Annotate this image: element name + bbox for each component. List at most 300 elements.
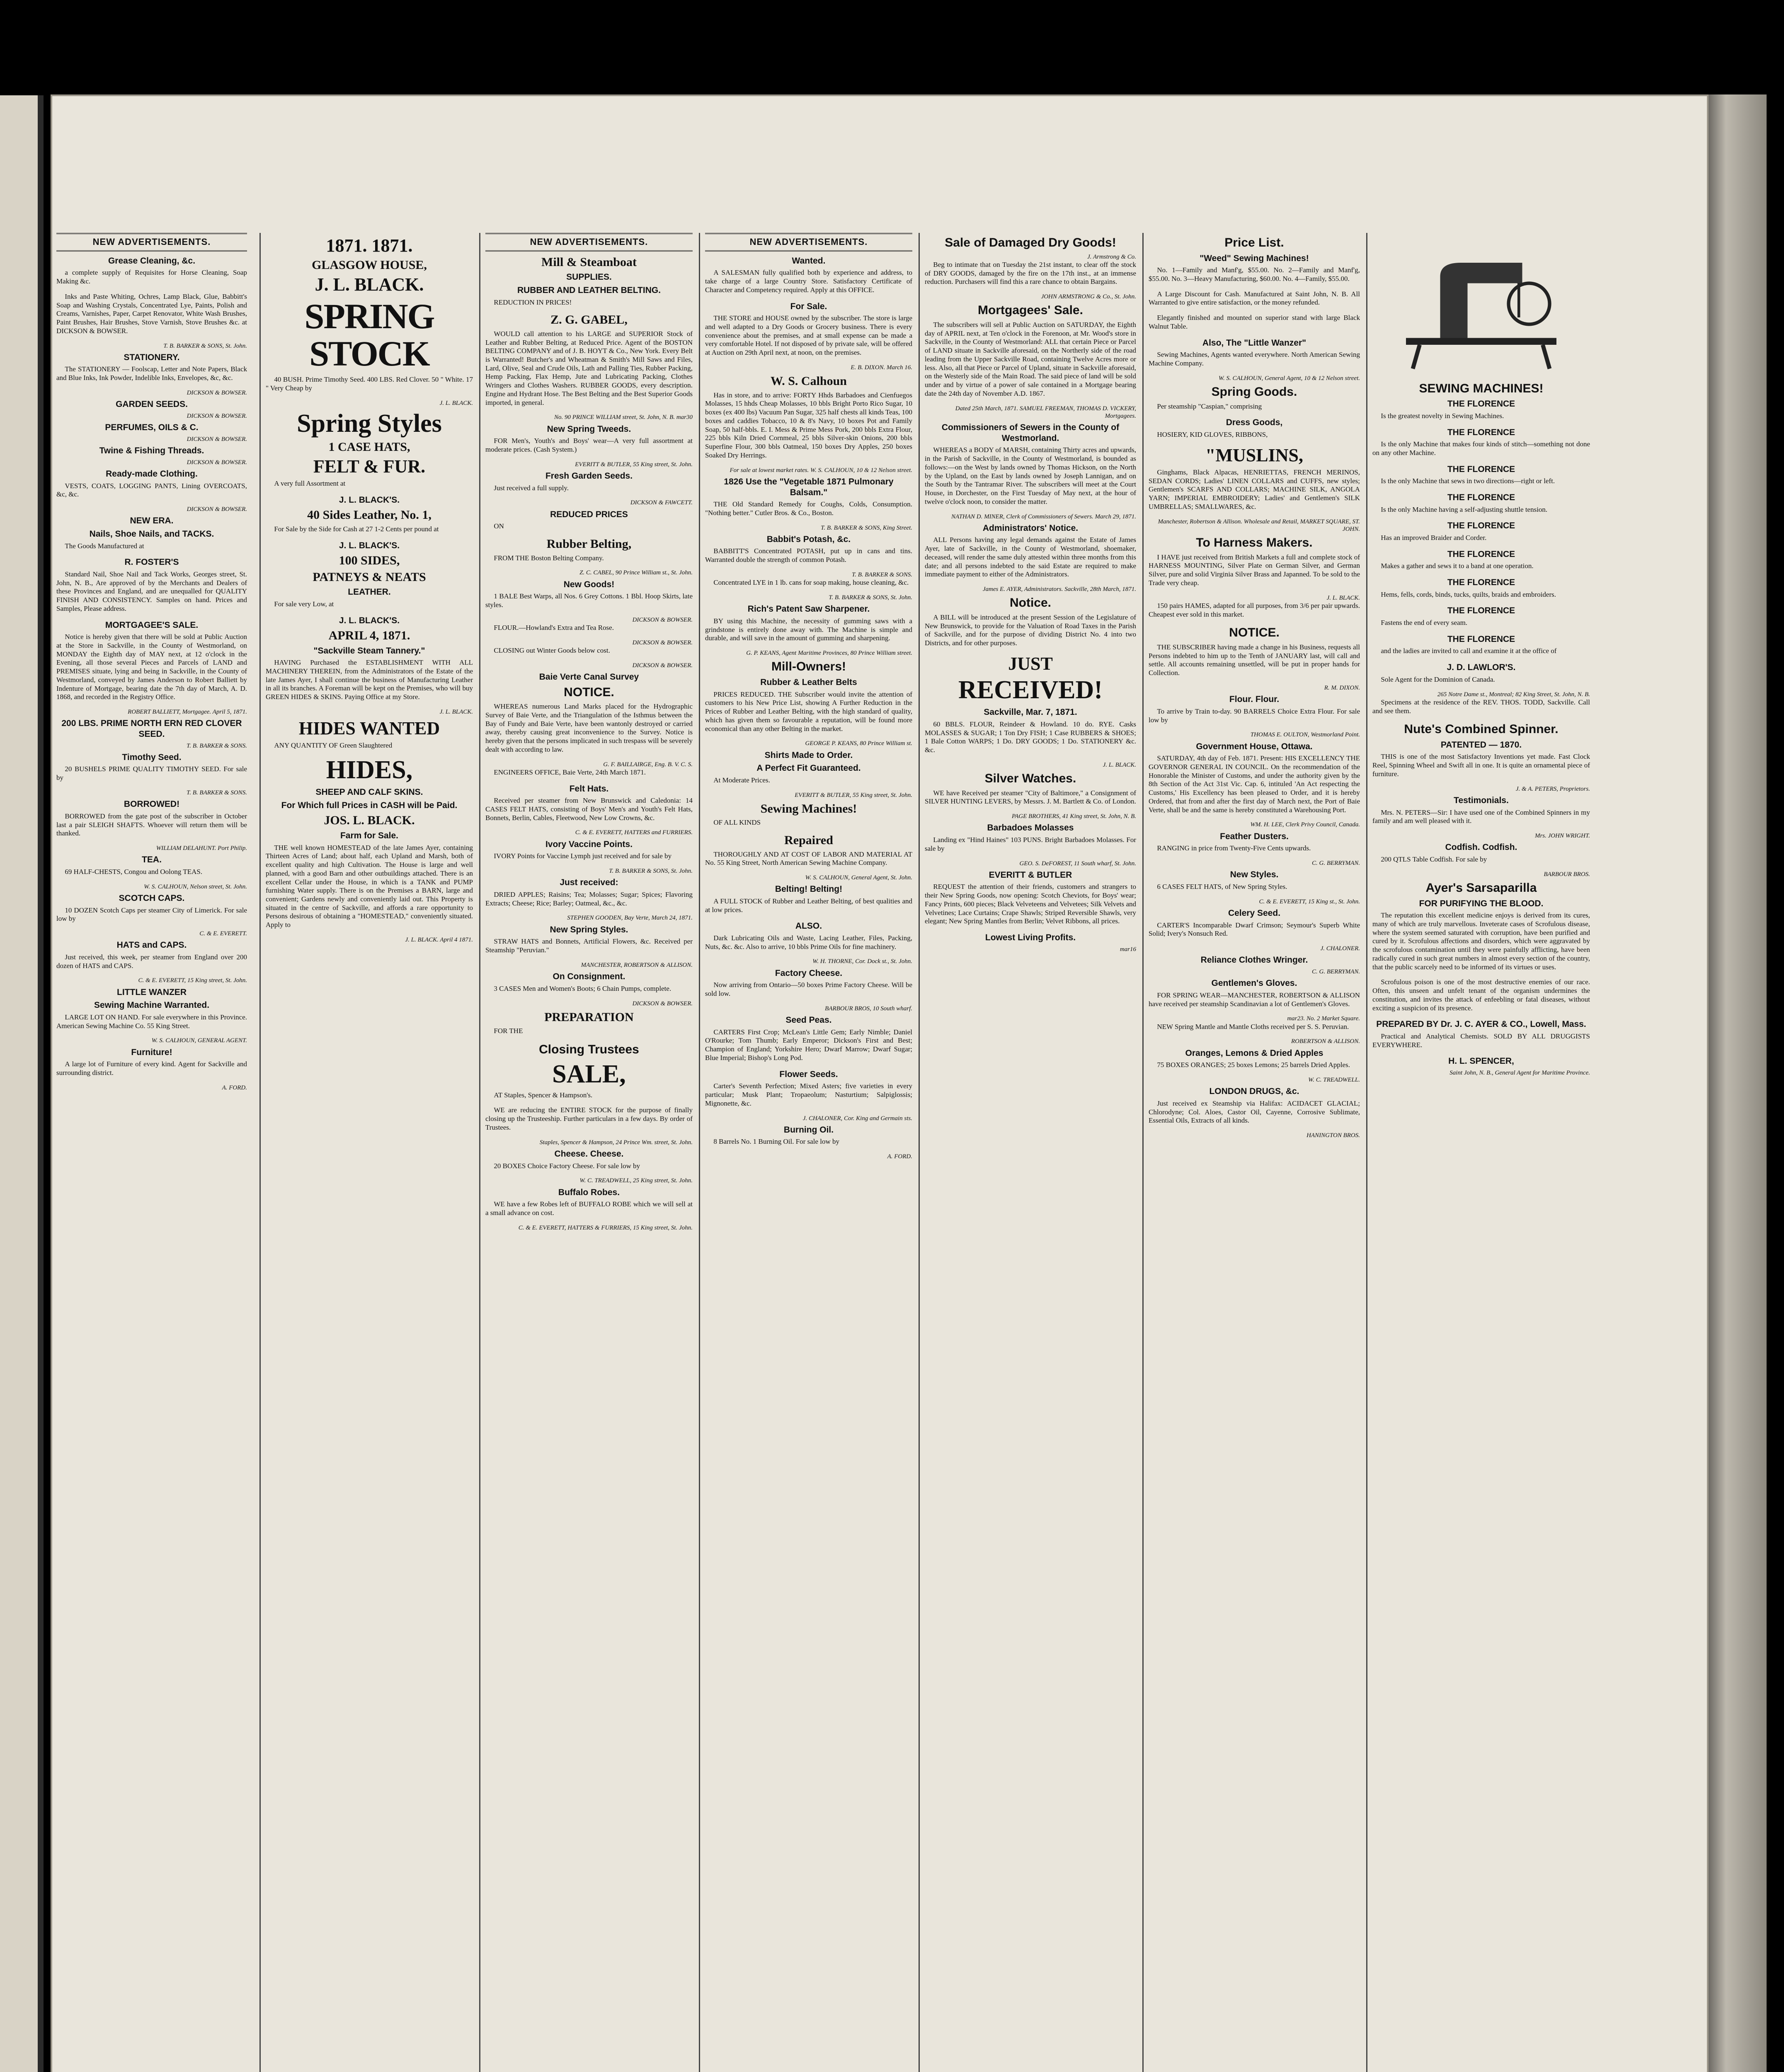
- ad-body-text: The STATIONERY — Foolscap, Letter and Note Papers, Black and Blue Inks, Ink Powder, Indelible Inks, Envelopes, &c, &c.: [56, 365, 247, 382]
- ad-signature: DICKSON & BOWSER.: [187, 436, 247, 443]
- ad-signature: W. S. CALHOUN, General Agent, St. John.: [805, 874, 912, 881]
- ad-body-text: ENGINEERS OFFICE, Baie Verte, 24th March 1871.: [494, 768, 646, 776]
- ad-title: Wanted.: [792, 256, 826, 266]
- display-heading: Mill & Steamboat: [541, 255, 637, 269]
- ad-signature: J. CHALONER, Cor. King and Germain sts.: [802, 1115, 912, 1122]
- ad-signature: R. M. DIXON.: [1324, 684, 1360, 691]
- display-heading: 40 Sides Leather, No. 1,: [307, 508, 431, 522]
- ad-title: RUBBER AND LEATHER BELTING.: [517, 285, 661, 295]
- ad-body-text: A SALESMAN fully qualified both by experience and address, to take charge of a large Country Store. Satisfactory Certificate of Character and Competency required. Apply at this OFFICE.: [705, 269, 912, 294]
- column-rule: [699, 233, 700, 2072]
- ad-title: PREPARED BY Dr. J. C. AYER & CO., Lowell, Mass.: [1376, 1019, 1586, 1029]
- ad-body-text: THE SUBSCRIBER having made a change in his Business, requests all Persons indebted to him up to the Tenth of JANUARY last, will call and settle. All accounts remaining unsettled, will be put in proper hands for Collection.: [1149, 643, 1360, 677]
- ad-signature: G. F. BAILLAIRGE, Eng. B. V. C. S.: [603, 761, 693, 768]
- ad-signature: W. S. CALHOUN, Nelson street, St. John.: [144, 883, 247, 890]
- ad-title: Mortgagees' Sale.: [978, 303, 1083, 317]
- ad-title: Price List.: [1224, 236, 1284, 249]
- ad-title: Codfish. Codfish.: [1445, 842, 1517, 852]
- ad-body-text: SATURDAY, 4th day of Feb. 1871. Present: HIS EXCELLENCY THE GOVERNOR GENERAL IN COUNCIL. On the recommendation of the Honorable the Minister of Customs, and under the authority given by the 8th Section of the Act 31st Vic. Cap. 6, intituled 'An Act respecting the Customs,' His Excellency has been pleased to Order, and it is hereby Ordered, that from and after the first day of March next, the Port of Baie Verte, shall be and the same is hereby constituted a Warehousing Port.: [1149, 754, 1360, 814]
- ad-signature: STEPHEN GOODEN, Bay Verte, March 24, 1871.: [567, 915, 693, 922]
- ad-title: Flour. Flour.: [1229, 695, 1280, 704]
- ad-body-text: Now arriving from Ontario—50 boxes Prime Factory Cheese. Will be sold low.: [705, 981, 912, 998]
- ad-body-text: 200 QTLS Table Codfish. For sale by: [1381, 855, 1487, 863]
- ad-body-text: WE are reducing the ENTIRE STOCK for the purpose of finally closing up the Trusteeship. Further particulars in a few days. By order of Trustees.: [485, 1106, 693, 1131]
- ad-title: H. L. SPENCER,: [1448, 1056, 1514, 1066]
- ad-body-text: No. 1—Family and Manf'g, $55.00. No. 2—Family and Manf'g, $55.00. No. 3—Heavy Manufacturing, $60.00. No. 4—Family, $55.00.: [1149, 266, 1360, 283]
- ad-title: Barbadoes Molasses: [987, 823, 1074, 833]
- ad-signature: mar23. No. 2 Market Square.: [1287, 1015, 1360, 1022]
- sewing-machine-illustration: [1372, 235, 1590, 372]
- ad-title: Closing Trustees: [539, 1043, 639, 1057]
- ad-title: PATENTED — 1870.: [1440, 740, 1522, 750]
- ad-body-text: ALL Persons having any legal demands against the Estate of James Ayer, late of Sackville, in the County of Westmorland, shoemaker, deceased, will render the same duly attested within three months from this date; and all persons indebted to the said Estate are required to make immediate payment to either of the Administrators.: [925, 536, 1136, 579]
- ad-body-text: 1 BALE Best Warps, all Nos. 6 Grey Cottons. 1 Bbl. Hoop Skirts, late styles.: [485, 592, 693, 609]
- ad-title: 1826 Use the "Vegetable 1871 Pulmonary Balsam.": [724, 477, 894, 497]
- ad-title: For Which full Prices in CASH will be Paid.: [281, 800, 458, 810]
- ad-body-text: Specimens at the residence of the REV. THOS. TODD, Sackville. Call and see them.: [1372, 698, 1590, 715]
- display-heading: SPRING STOCK: [304, 296, 434, 374]
- ad-title: Buffalo Robes.: [558, 1187, 620, 1197]
- ad-body-text: Landing ex "Hind Haines" 103 PUNS. Bright Barbadoes Molasses. For sale by: [925, 836, 1136, 852]
- display-heading: RECEIVED!: [958, 676, 1103, 704]
- ad-signature: T. B. BARKER & SONS, King Street.: [821, 524, 912, 531]
- ad-title: Spring Goods.: [1211, 385, 1297, 399]
- column-4: [701, 233, 916, 2072]
- ad-title: New Spring Styles.: [550, 925, 628, 934]
- ad-title: THE FLORENCE: [1447, 549, 1515, 559]
- ad-signature: For sale at lowest market rates. W. S. CALHOUN, 10 & 12 Nelson street.: [730, 467, 912, 474]
- ad-signature: E. B. DIXON. March 16.: [851, 364, 912, 371]
- ad-signature: A. FORD.: [222, 1084, 247, 1091]
- ad-body-text: Hems, fells, cords, binds, tucks, quilts, braids and embroiders.: [1381, 590, 1556, 598]
- ad-body-text: THE well known HOMESTEAD of the late James Ayer, containing Thirteen Acres of Land; about half, each Upland and Marsh, both of excellent quality and high Cultivation. The House is large and well planned, with a good Barn and other outbuildings attached. There is an excellent Cellar under the House, in which is a TANK and PUMP furnishing Water supply. There is on the Premises a BARN, large and convenient; Gardens newly and conveniently laid out. This Property is situated in the centre of Sackville, and affords a rare opportunity to Persons desirous of obtaining a "HOMESTEAD," conveniently situated. Apply to: [266, 843, 473, 929]
- ad-title: J. L. BLACK'S.: [339, 540, 400, 550]
- ad-body-text: REQUEST the attention of their friends, customers and strangers to their New Spring Goods, now opening: Scotch Cheviots, for Boys' wear; Fancy Prints, 600 pieces; Black Velveteens and Velvetees; Silk Velvets and Velvetines; Lace Curtains; Crape Shawls; Striped Reversible Shawls, very elegant; New Spring Mantles from Berlin; Velvet Ribbons, all prices.: [925, 883, 1136, 925]
- ad-body-text: Ginghams, Black Alpacas, HENRIETTAS, FRENCH MERINOS, SEDAN CORDS; Ladies' LINEN COLLARS and CUFFS, new styles; Gentlemen's SCARFS AND COLLARS; MACHINE SILK, ANGOLA YARN; IMPERIAL EMBROIDERY; Ladies' and Gentlemen's SILK UMBRELLAS; SMALLWARES, &c.: [1149, 468, 1360, 511]
- ad-signature: C. & E. EVERETT, 15 King street, St. John.: [138, 977, 247, 984]
- ad-title: THE FLORENCE: [1447, 399, 1515, 409]
- ad-title: Fresh Garden Seeds.: [545, 471, 633, 481]
- ad-signature: James E. AYER, Administrators. Sackville, 28th March, 1871.: [982, 586, 1136, 593]
- ad-body-text: Standard Nail, Shoe Nail and Tack Works, Georges street, St. John, N. B., Are approved of by the Merchants and Dealers of these Provinces and England, and are unequalled for QUALITY FINISH AND CONSISTENCY. Samples on hand. Prices and Samples, Please address.: [56, 570, 247, 612]
- display-heading: APRIL 4, 1871.: [328, 629, 410, 643]
- ad-signature: WILLIAM DELAHUNT. Port Philip.: [156, 845, 247, 852]
- ad-body-text: VESTS, COATS, LOGGING PANTS, Lining OVERCOATS, &c, &c.: [56, 482, 247, 499]
- ad-body-text: Scrofulous poison is one of the most destructive enemies of our race. Often, this unseen and unfelt tenant of the organism undermines the constitution, and invites the attack of enfeebling or fatal diseases, without exciting a suspicion of its presence.: [1372, 978, 1590, 1012]
- column-rule: [1142, 233, 1144, 2072]
- ad-body-text: IVORY Points for Vaccine Lymph just received and for sale by: [494, 852, 672, 860]
- ad-body-text: THOROUGHLY AND AT COST OF LABOR AND MATERIAL AT No. 55 King Street, North American Sewing Machine Company.: [705, 850, 912, 867]
- ad-signature: J. & A. PETERS, Proprietors.: [1515, 785, 1590, 792]
- ad-body-text: FOR SPRING WEAR—MANCHESTER, ROBERTSON & ALLISON have received per steamship Scandinavian a lot of Gentlemen's Gloves.: [1149, 991, 1360, 1008]
- ad-body-text: THIS is one of the most Satisfactory Inventions yet made. Fast Clock Reel, Spinning Wheel and Swift all in one. It is quite an ornamental piece of furniture.: [1372, 753, 1590, 778]
- ad-body-text: 150 pairs HAMES, adapted for all purposes, from 3/6 per pair upwards. Cheapest ever sold in this market.: [1149, 601, 1360, 618]
- display-heading: PREPARATION: [544, 1010, 634, 1024]
- ad-title: Farm for Sale.: [340, 830, 399, 840]
- ad-title: BORROWED!: [124, 799, 180, 809]
- ad-signature: Dated 25th March, 1871. SAMUEL FREEMAN, THOMAS D. VICKERY, Mortgagees.: [955, 405, 1136, 419]
- ad-signature: Mrs. JOHN WRIGHT.: [1534, 833, 1590, 840]
- ad-title: To Harness Makers.: [1196, 536, 1313, 550]
- display-heading: 1 CASE HATS,: [328, 440, 410, 454]
- ad-body-text: HAVING Purchased the ESTABLISHMENT WITH ALL MACHINERY THEREIN, from the Administrators of the Estate of the late James Ayer, I shall continue the business of Manufacturing Leather in all its branches. A Foreman will be kept on the Premises, who will buy GREEN HIDES & SKINS. Paying Office at my Store.: [266, 658, 473, 701]
- ad-body-text: CLOSING out Winter Goods below cost.: [494, 646, 610, 654]
- ad-body-text: FOR THE: [494, 1027, 523, 1035]
- ad-body-text: THE STORE and HOUSE owned by the subscriber. The store is large and well adapted to a Dry Goods or Grocery business. There is every convenience about the premises, and at small expense can be made a very comfortable Hotel. If not disposed of by private sale, will be offered at Auction on 29th April next, at noon, on the premises.: [705, 314, 912, 357]
- ad-title: Belting! Belting!: [775, 884, 843, 894]
- ad-signature: J. L. BLACK.: [439, 399, 473, 407]
- ad-signature: DICKSON & BOWSER.: [187, 506, 247, 513]
- ad-title: LITTLE WANZER: [117, 987, 187, 997]
- column-header: NEW ADVERTISEMENTS.: [56, 233, 247, 252]
- ad-body-text: Practical and Analytical Chemists. SOLD BY ALL DRUGGISTS EVERYWHERE.: [1372, 1032, 1590, 1049]
- display-heading: J. L. BLACK.: [315, 274, 424, 295]
- ad-body-text: WE have a few Robes left of BUFFALO ROBE which we will sell at a small advance on cost.: [485, 1200, 693, 1217]
- ad-body-text: A BILL will be introduced at the present Session of the Legislature of New Brunswick, to provide for the Valuation of Road Taxes in the Parish of Sackville, and for the purpose of dividing District No. 4 into two Districts, and for other purposes.: [925, 613, 1136, 647]
- ad-signature: HANINGTON BROS.: [1306, 1132, 1360, 1139]
- ad-title: Ayer's Sarsaparilla: [1425, 881, 1537, 895]
- display-heading: JUST: [1008, 653, 1053, 674]
- ad-signature: J. CHALONER.: [1320, 945, 1360, 952]
- ad-body-text: 20 BUSHELS PRIME QUALITY TIMOTHY SEED. For sale by: [56, 765, 247, 782]
- ad-signature: C. G. BERRYMAN.: [1312, 860, 1360, 867]
- ad-title: Twine & Fishing Threads.: [99, 446, 204, 456]
- ad-body-text: 75 BOXES ORANGES; 25 boxes Lemons; 25 barrels Dried Apples.: [1157, 1061, 1350, 1069]
- display-heading: Rubber Belting,: [546, 537, 632, 551]
- ad-signature: W. C. TREADWELL, 25 King street, St. John.: [579, 1177, 693, 1184]
- ad-signature: THOMAS E. OULTON, Westmorland Point.: [1250, 731, 1360, 738]
- ad-title: STATIONERY.: [124, 352, 180, 362]
- ad-title: Rubber & Leather Belts: [760, 677, 857, 687]
- ad-signature: ROBERTSON & ALLISON.: [1291, 1038, 1360, 1045]
- ad-signature: ROBERT BALLIETT, Mortgagee. April 5, 1871.: [128, 709, 247, 716]
- ad-title: Cheese. Cheese.: [554, 1149, 624, 1159]
- ad-title: Grease Cleaning, &c.: [108, 256, 196, 266]
- ad-body-text: To arrive by Train to-day. 90 BARRELS Choice Extra Flour. For sale low by: [1149, 707, 1360, 724]
- ad-body-text: FROM THE Boston Belting Company.: [494, 554, 604, 562]
- ad-body-text: The Goods Manufactured at: [65, 542, 144, 550]
- column-1: [52, 233, 251, 2072]
- ad-title: Ivory Vaccine Points.: [545, 839, 633, 849]
- ad-title: Administrators' Notice.: [982, 523, 1079, 533]
- display-heading: SALE,: [552, 1060, 626, 1088]
- ad-body-text: 8 Barrels No. 1 Burning Oil. For sale low by: [713, 1138, 839, 1146]
- display-heading: HIDES,: [326, 756, 413, 784]
- ad-signature: PAGE BROTHERS, 41 King street, St. John, N. B.: [1012, 813, 1136, 820]
- ad-title: NOTICE.: [1229, 626, 1280, 640]
- ad-title: New Goods!: [563, 579, 615, 589]
- ad-body-text: and the ladies are invited to call and examine it at the office of: [1381, 647, 1557, 655]
- ad-title: Babbit's Potash, &c.: [766, 534, 851, 544]
- ad-title: SEWING MACHINES!: [1419, 381, 1544, 395]
- ad-title: A Perfect Fit Guaranteed.: [756, 763, 861, 773]
- ad-signature: DICKSON & BOWSER.: [187, 412, 247, 419]
- ad-body-text: CARTER'S Incomparable Dwarf Crimson; Seymour's Superb White Solid; Ivery's Nonsuch Red.: [1149, 921, 1360, 938]
- column-2: [262, 233, 477, 2072]
- ad-body-text: ON: [494, 522, 504, 530]
- ad-body-text: Elegantly finished and mounted on superior stand with large Black Walnut Table.: [1149, 314, 1360, 330]
- ad-title: Flower Seeds.: [779, 1069, 838, 1079]
- ad-signature: T. B. BARKER & SONS, St. John.: [829, 594, 912, 601]
- ad-signature: W. H. THORNE, Cor. Dock st., St. John.: [812, 958, 912, 965]
- ad-body-text: At Moderate Prices.: [713, 776, 770, 784]
- ad-signature: T. B. BARKER & SONS, St. John.: [609, 868, 693, 875]
- ad-signature: Z. C. CABEL, 90 Prince William st., St. John.: [579, 569, 693, 576]
- ad-title: REDUCED PRICES: [550, 509, 628, 519]
- ad-body-text: 20 BOXES Choice Factory Cheese. For sale low by: [494, 1162, 640, 1170]
- page-shadow-edge: [1709, 94, 1767, 2072]
- ad-signature: JOHN ARMSTRONG & Co., St. John.: [1041, 293, 1136, 300]
- ad-title: THE FLORENCE: [1447, 464, 1515, 474]
- ad-body-text: Just received, this week, per steamer from England over 200 dozen of HATS and CAPS.: [56, 953, 247, 970]
- ad-signature: DICKSON & BOWSER.: [187, 459, 247, 466]
- ad-title: 200 LBS. PRIME NORTH ERN RED CLOVER SEED.: [61, 719, 242, 739]
- display-heading: JOS. L. BLACK.: [324, 813, 415, 828]
- ad-title: "Weed" Sewing Machines!: [1200, 253, 1309, 263]
- ad-title: Factory Cheese.: [775, 968, 843, 978]
- ad-title: Mill-Owners!: [771, 660, 846, 674]
- ad-signature: G. P. KEANS, Agent Maritime Provinces, 80 Prince William street.: [746, 650, 912, 657]
- ad-title: NOTICE.: [564, 685, 614, 699]
- ad-signature: DICKSON & BOWSER.: [632, 1000, 693, 1007]
- ad-title: Burning Oil.: [783, 1125, 834, 1135]
- ad-body-text: I HAVE just received from British Markets a full and complete stock of HARNESS MOUNTING, Silver Plate on German Silver, and German Silver, pure and solid Virginia Silver Brass and Japanned. To be sold to the Trade very cheap.: [1149, 553, 1360, 587]
- ad-signature: No. 90 PRINCE WILLIAM street, St. John, N. B. mar30: [554, 414, 693, 421]
- ad-title: THE FLORENCE: [1447, 606, 1515, 616]
- ad-body-text: WHEREAS numerous Land Marks placed for the Hydrographic Survey of Baie Verte, and the Triangulation of the Isthmus between the Bay of Fundy and Baie Verte, have been wantonly destroyed or carried away, thereby causing great inconvenience to the Survey. Notice is hereby given that the persons implicated in such trespass will be severely dealt with according to law.: [485, 702, 693, 753]
- left-page-edge: [0, 95, 44, 2072]
- ad-title: R. FOSTER'S: [124, 557, 179, 567]
- ad-body-text: Carter's Seventh Perfection; Mixed Asters; five varieties in every particular; Musk Plant; Tropaeolum; Nasturtium; Salpiglossis; Mignonette, &c.: [705, 1082, 912, 1107]
- ad-title: Government House, Ottawa.: [1196, 741, 1313, 751]
- ad-title: Sackville, Mar. 7, 1871.: [984, 707, 1077, 717]
- ad-title: TEA.: [142, 855, 162, 865]
- ad-title: New Styles.: [1230, 870, 1279, 880]
- ad-title: Silver Watches.: [984, 772, 1076, 786]
- ad-signature: W. S. CALHOUN, General Agent, 10 & 12 Nelson street.: [1218, 375, 1360, 382]
- ad-body-text: STRAW HATS and Bonnets, Artificial Flowers, &c. Received per Steamship "Peruvian.": [485, 937, 693, 954]
- ad-title: NEW ERA.: [130, 516, 174, 526]
- ad-signature: mar16: [1120, 946, 1136, 953]
- ad-signature: T. B. BARKER & SONS.: [187, 789, 247, 796]
- ad-title: Notice.: [1009, 596, 1052, 610]
- column-6: [1144, 233, 1364, 2072]
- ad-title: Feather Dusters.: [1220, 831, 1289, 841]
- ad-body-text: Just received ex Steamship via Halifax: ACIDACET GLACIAL; Chlorodyne; Col. Aloes, Castor Oil, Cayenne, Corrosive Sublimate, Essential Oils, Extracts of all kinds.: [1149, 1099, 1360, 1125]
- ad-title: J. L. BLACK'S.: [339, 615, 400, 625]
- ad-signature: EVERITT & BUTLER, 55 King street, St. John.: [795, 792, 912, 799]
- ad-body-text: Sole Agent for the Dominion of Canada.: [1381, 675, 1495, 683]
- display-heading: Sewing Machines!: [760, 801, 857, 816]
- ad-body-text: For Sale by the Side for Cash at 27 1-2 Cents per pound at: [274, 525, 439, 533]
- display-heading: Repaired: [784, 833, 833, 847]
- ad-title: EVERITT & BUTLER: [989, 870, 1072, 880]
- ad-signature: DICKSON & FAWCETT.: [630, 499, 693, 506]
- ad-body-text: Just received a full supply.: [494, 484, 569, 492]
- ad-title: For Sale.: [790, 301, 827, 311]
- ad-title: ALSO.: [795, 921, 822, 931]
- ad-body-text: Notice is hereby given that there will be sold at Public Auction at the Store in Sackville, in the County of Westmorland, on MONDAY the Eighth day of MAY next, at 12 o'clock in the Evening, all those several Pieces and Parcels of LAND and PREMISES situate, lying and being in Sackville, in the County of Westmorland, conveyed by James Anderson to Robert Balliett by Indenture of Mortgage, bearing date the 7th day of March, A. D. 1868, and recorded in the Registry Office.: [56, 633, 247, 701]
- ad-signature: J. L. BLACK. April 4 1871.: [405, 936, 473, 943]
- column-5: [921, 233, 1140, 2072]
- ad-body-text: 69 HALF-CHESTS, Congou and Oolong TEAS.: [65, 867, 203, 876]
- ad-body-text: FOR Men's, Youth's and Boys' wear—A very full assortment at moderate prices. (Cash System.): [485, 437, 693, 454]
- ad-signature: T. B. BARKER & SONS.: [187, 742, 247, 749]
- ad-body-text: ANY QUANTITY OF Green Slaughtered: [274, 741, 393, 750]
- ad-body-text: For sale very Low, at: [274, 600, 334, 608]
- ad-title: Felt Hats.: [569, 784, 609, 794]
- display-heading: FELT & FUR.: [313, 456, 426, 477]
- ad-title: Seed Peas.: [785, 1015, 832, 1025]
- column-header: NEW ADVERTISEMENTS.: [485, 233, 693, 252]
- ad-signature: NATHAN D. MINER, Clerk of Commissioners of Sewers. March 29, 1871.: [951, 513, 1136, 520]
- ad-body-text: Makes a gather and sews it to a band at one operation.: [1381, 562, 1534, 570]
- ad-title: Ready-made Clothing.: [106, 469, 198, 479]
- ad-signature: BARBOUR BROS, 10 South wharf.: [825, 1005, 912, 1012]
- ad-body-text: Is the greatest novelty in Sewing Machines.: [1381, 411, 1504, 420]
- ad-title: Lowest Living Profits.: [985, 933, 1076, 943]
- ad-title: Testimonials.: [1454, 795, 1509, 805]
- ad-title: PERFUMES, OILS & C.: [105, 423, 199, 433]
- ad-title: SCOTCH CAPS.: [119, 893, 185, 903]
- ad-title: Baie Verte Canal Survey: [539, 672, 639, 682]
- newspaper-page: [51, 94, 1709, 2072]
- column-rule: [479, 233, 480, 2072]
- ad-title: Shirts Made to Order.: [764, 750, 853, 760]
- ad-title: Dress Goods,: [1226, 418, 1283, 428]
- ad-signature: J. L. BLACK.: [439, 708, 473, 715]
- ad-body-text: CARTERS First Crop; McLean's Little Gem; Early Nimble; Daniel O'Rourke; Tom Thumb; Early Emperor; Dickson's First and Best; Champion of England; Yorkshire Hero; Dwarf Marrow; Dwarf Sugar; Blue Imperial; Bishop's Long Pod.: [705, 1028, 912, 1062]
- ad-title: Celery Seed.: [1228, 908, 1281, 918]
- ad-title: Oranges, Lemons & Dried Apples: [1185, 1048, 1323, 1058]
- ad-signature: DICKSON & BOWSER.: [632, 639, 693, 646]
- ad-body-text: Has in store, and to arrive: FORTY Hhds Barbadoes and Cienfuegos Molasses, 15 hhds Cheap Molasses, 10 bbls Bright Porto Rico Sugar, 10 boxes (ex 400 lbs) Vacuum Pan Sugar, 325 half chests all kinds Teas, 100 boxes and caddies Tobacco, 10 & 8's Navy, 10 boxes Pot and Family Soap, 50 half-bbls. E. I. Mess & Prime Mess Pork, 200 bbls Extra Flour, 225 bbls Kiln Dried Cornmeal, 25 bbls Silver-skin Onions, 200 bbls Superfine Flour, 300 bbls Oatmeal, 150 boxes Dry Apples, 250 boxes Soaked Dry Herrings.: [705, 391, 912, 459]
- display-heading: W. S. Calhoun: [771, 374, 847, 388]
- display-heading: PATNEYS & NEATS: [313, 570, 426, 584]
- ad-body-text: 3 CASES Men and Women's Boots; 6 Chain Pumps, complete.: [494, 984, 671, 992]
- ad-body-text: a complete supply of Requisites for Horse Cleaning, Soap Making &c.: [56, 269, 247, 286]
- ad-body-text: Is the only Machine having a self-adjusting shuttle tension.: [1381, 505, 1548, 513]
- ad-signature: T. B. BARKER & SONS.: [852, 571, 912, 578]
- ad-body-text: A very full Assortment at: [274, 479, 346, 488]
- ad-signature: C. & E. EVERETT.: [199, 930, 247, 937]
- ad-signature: J. L. BLACK.: [1326, 594, 1360, 601]
- ad-signature: BARBOUR BROS.: [1544, 871, 1590, 878]
- ad-title: THE FLORENCE: [1447, 521, 1515, 531]
- ad-body-text: RANGING in price from Twenty-Five Cents upwards.: [1157, 844, 1311, 852]
- ad-title: Rich's Patent Saw Sharpener.: [747, 604, 870, 614]
- ad-signature: DICKSON & BOWSER.: [187, 389, 247, 396]
- ad-title: Furniture!: [131, 1047, 172, 1057]
- ad-title: THE FLORENCE: [1447, 427, 1515, 437]
- ad-body-text: Fastens the end of every seam.: [1381, 619, 1468, 627]
- ad-body-text: Received per steamer from New Brunswick and Caledonia: 14 CASES FELT HATS, consisting of Boys' Men's and Youth's Felt Hats, Bonnets, Berlin, Cables, Fleetwood, New Low Crowns, &c.: [485, 796, 693, 822]
- ad-body-text: THE Old Standard Remedy for Coughs, Colds, Consumption. "Nothing better." Cutler Bros. & Co., Boston.: [705, 500, 912, 517]
- column-rule: [919, 233, 920, 2072]
- ad-body-text: LARGE LOT ON HAND. For sale everywhere in this Province. American Sewing Machine Co. 55 King Street.: [56, 1013, 247, 1030]
- column-header: NEW ADVERTISEMENTS.: [705, 233, 912, 252]
- ad-title: Reliance Clothes Wringer.: [1200, 955, 1308, 965]
- ad-signature: WM. H. LEE, Clerk Privy Council, Canada.: [1250, 821, 1360, 828]
- ad-body-text: HOSIERY, KID GLOVES, RIBBONS,: [1157, 430, 1268, 438]
- ad-body-text: NEW Spring Mantle and Mantle Cloths received per S. S. Peruvian.: [1157, 1022, 1349, 1031]
- ad-body-text: The subscribers will sell at Public Auction on SATURDAY, the Eighth day of APRIL next, at Ten o'clock in the Forenoon, at Mr. Wood's store in Sackville, in the County of Westmorland: ALL that certain Piece or Parcel of LAND situate in Sackville aforesaid, on the Northerly side of the road leading from the Upper Sackville Road, containing Twelve Acres more or less. Also, all that Piece or Parcel of Upland, situate in Sackville aforesaid, on the Westerly side of the Main Road. The said piece of land will be sold under and by virtue of a power of sale contained in a Mortgage bearing date the 24th day of November A.D. 1867.: [925, 320, 1136, 397]
- ad-title: FOR PURIFYING THE BLOOD.: [1419, 898, 1544, 908]
- ad-title: Nute's Combined Spinner.: [1404, 722, 1559, 736]
- ad-title: On Consignment.: [553, 972, 625, 982]
- ad-body-text: Is the only Machine that sews in two directions—right or left.: [1381, 477, 1555, 485]
- ad-body-text: Per steamship "Caspian," comprising: [1157, 402, 1262, 410]
- ad-body-text: OF ALL KINDS: [713, 818, 761, 827]
- display-heading: 1871. 1871.: [326, 235, 413, 256]
- ad-title: J. L. BLACK'S.: [339, 495, 400, 505]
- ad-signature: A. FORD.: [887, 1153, 912, 1160]
- ad-body-text: Has an improved Braider and Corder.: [1381, 534, 1487, 542]
- ad-body-text: WHEREAS a BODY of MARSH, containing Thirty acres and upwards, in the Parish of Sackville, in the County of Westmorland, is bounded as follows:—on the West by lands owned by Thomas Hickson, on the North by the Upland, on the East by lands owned by Joseph Lannigan, and on the South by the Tantramar River. The subscribers will meet at the Court House, in Dorchester, on the First Tuesday of May next, at the hour of twelve o'clock noon, to consider the matter.: [925, 446, 1137, 506]
- ad-body-text: FLOUR.—Howland's Extra and Tea Rose.: [494, 623, 614, 632]
- ad-signature: GEORGE P. KEANS, 80 Prince William st.: [805, 740, 912, 747]
- ad-body-text: 40 BUSH. Prime Timothy Seed. 400 LBS. Red Clover. 50 " White. 17 " Very Cheap by: [266, 375, 473, 392]
- ad-signature: J. L. BLACK.: [1103, 761, 1136, 768]
- column-rule: [259, 233, 261, 2072]
- ad-body-text: WE have Received per steamer "City of Baltimore," a Consignment of SILVER HUNTING LEVERS, by Messrs. J. M. Bartlett & Co. of London.: [925, 789, 1136, 806]
- ad-title: New Spring Tweeds.: [547, 424, 631, 434]
- ad-body-text: BY using this Machine, the necessity of gumming saws with a grindstone is entirely done away with. The Machine is simple and durable, and will save in the amount of gumming and sharpening.: [705, 617, 912, 642]
- ad-body-text: PRICES REDUCED. THE Subscriber would invite the attention of customers to his New Price List, showing A Further Reduction in the Prices of Rubber and Leather Belting, with the high standard of quality, which has given them so favourable a reputation, will be found more economical than any other Belting in the market.: [705, 690, 912, 733]
- ad-title: LEATHER.: [348, 587, 391, 597]
- ad-body-text: Inks and Paste Whiting, Ochres, Lamp Black, Glue, Babbitt's Soap and Washing Crystals, Concentrated Lye, Paints, Polish and Creams, Varnishes, Paper, Carpet Renovator, White Wash Brushes, Paint Brushes, Hair Brushes, Stove Varnish, Stove Brushes &c. at DICKSON & BOWSER.: [56, 292, 247, 335]
- ad-body-text: A large lot of Furniture of every kind. Agent for Sackville and surrounding district.: [56, 1060, 247, 1077]
- ad-signature: EVERITT & BUTLER, 55 King street, St. John.: [575, 461, 693, 468]
- ad-signature: MANCHESTER, ROBERTSON & ALLISON.: [581, 961, 693, 968]
- ad-signature: W. S. CALHOUN, GENERAL AGENT.: [151, 1037, 247, 1044]
- ad-signature: Manchester, Robertson & Allison. Wholesale and Retail, MARKET SQUARE, ST. JOHN.: [1158, 518, 1360, 533]
- column-7: [1368, 233, 1594, 2072]
- ad-title: THE FLORENCE: [1447, 493, 1515, 503]
- ad-body-text: Beg to intimate that on Tuesday the 21st instant, to clear off the stock of DRY GOODS, damaged by the fire on the 17th inst., at an immense reduction. Purchasers will find this a rare chance to obtain Bargains.: [925, 260, 1136, 286]
- ad-signature: T. B. BARKER & SONS, St. John.: [163, 342, 247, 349]
- display-heading: 100 SIDES,: [339, 554, 400, 568]
- ad-signature: J. Armstrong & Co.: [1087, 253, 1136, 260]
- ad-body-text: WOULD call attention to his LARGE and SUPERIOR Stock of Leather and Rubber Belting, at Reduced Price. Agent of the BOSTON BELTING COMPANY and of J. B. HOYT & Co., New York. Every Belt is Warranted! Butcher's and Wheatman & Smith's Mill Saws and Files, Lard, Olive, Seal and Crude Oils, Lath and Palling Ties, Rubber Packing, Hemp Packing, Flax Hemp, Jute and Lubricating Packing, Clothes Wringers and Clothes Washers. RUBBER GOODS, every description. Engine and Hydrant Hose. The Best Belting and the Best Superior Goods imported, in general.: [485, 329, 693, 407]
- ad-body-text: AT Staples, Spencer & Hampson's.: [494, 1091, 593, 1099]
- ad-title: Timothy Seed.: [122, 752, 182, 762]
- ad-body-text: Sewing Machines, Agents wanted everywhere. North American Sewing Machine Company.: [1149, 351, 1360, 367]
- ad-body-text: A Large Discount for Cash. Manufactured at Saint John, N. B. All Warranted to give entire satisfaction, or the money refunded.: [1149, 290, 1360, 307]
- ad-title: Sewing Machine Warranted.: [94, 1000, 210, 1010]
- ad-title: THE FLORENCE: [1447, 578, 1515, 588]
- ad-signature: W. C. TREADWELL.: [1308, 1076, 1360, 1083]
- ad-body-text: DRIED APPLES; Raisins; Tea; Molasses; Sugar; Spices; Flavoring Extracts; Cheese; Rice; Barley; Oatmeal, &c., &c.: [485, 891, 693, 907]
- ad-signature: DICKSON & BOWSER.: [632, 662, 693, 669]
- ad-title: SHEEP AND CALF SKINS.: [315, 787, 423, 797]
- ad-title: Sale of Damaged Dry Goods!: [945, 236, 1116, 249]
- column-rule: [1366, 233, 1367, 2072]
- ad-body-text: 10 DOZEN Scotch Caps per steamer City of Limerick. For sale low by: [56, 906, 247, 923]
- ad-title: Just received:: [560, 878, 618, 888]
- display-heading: Spring Styles: [297, 409, 442, 438]
- ad-title: Commissioners of Sewers in the County of Westmorland.: [941, 423, 1120, 443]
- ad-title: SUPPLIES.: [566, 272, 612, 282]
- ad-signature: C. & E. EVERETT, HATTERS & FURRIERS, 15 King street, St. John.: [518, 1224, 693, 1231]
- ad-signature: 265 Notre Dame st., Montreal; 82 King Street, St. John, N. B.: [1437, 691, 1590, 698]
- ad-title: LONDON DRUGS, &c.: [1209, 1087, 1299, 1097]
- display-heading: Z. G. GABEL,: [550, 313, 628, 327]
- display-heading: GLASGOW HOUSE,: [312, 258, 427, 272]
- ad-signature: GEO. S. DeFOREST, 11 South wharf, St. John.: [1019, 860, 1136, 867]
- column-3: [481, 233, 697, 2072]
- ad-signature: C. & E. EVERETT, 15 King st., St. John.: [1259, 898, 1360, 905]
